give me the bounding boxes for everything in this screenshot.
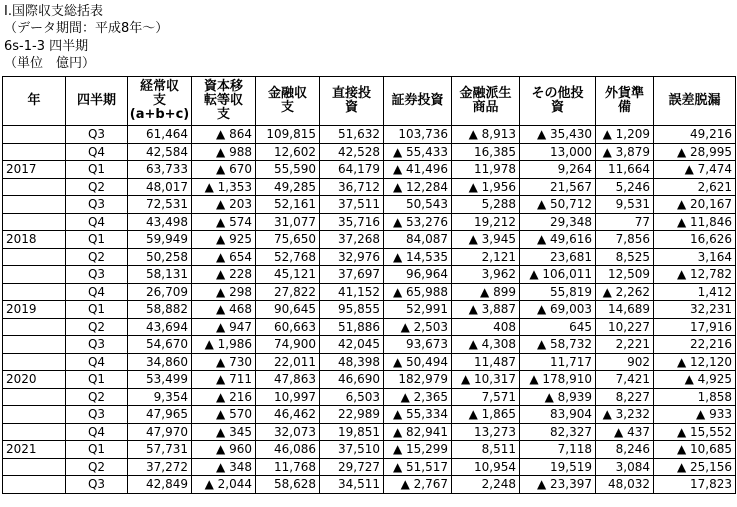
- value-cell: ▲ 2,044: [192, 476, 256, 494]
- value-cell: 43,694: [128, 318, 192, 336]
- value-cell: ▲ 2,262: [596, 283, 654, 301]
- year-cell: [3, 423, 66, 441]
- table-row: [3, 126, 736, 144]
- value-cell: ▲ 15,552: [654, 423, 736, 441]
- value-cell: 46,462: [256, 406, 320, 424]
- value-cell: ▲ 3,887: [452, 301, 520, 319]
- value-cell: ▲ 348: [192, 458, 256, 476]
- value-cell: 8,227: [596, 388, 654, 406]
- value-cell: ▲ 216: [192, 388, 256, 406]
- value-cell: ▲ 203: [192, 196, 256, 214]
- value-cell: ▲ 12,284: [384, 178, 452, 196]
- value-cell: ▲ 468: [192, 301, 256, 319]
- value-cell: 3,962: [452, 266, 520, 284]
- value-cell: 48,017: [128, 178, 192, 196]
- table-row: [3, 353, 736, 371]
- value-cell: 7,118: [520, 441, 596, 459]
- quarter-cell: Q1: [66, 231, 128, 249]
- quarter-cell: Q4: [66, 283, 128, 301]
- value-cell: 59,949: [128, 231, 192, 249]
- value-cell: ▲ 4,925: [654, 371, 736, 389]
- table-row: [3, 441, 736, 459]
- column-header: 資本移 転等収 支: [192, 77, 256, 126]
- column-header: 誤差脱漏: [654, 77, 736, 126]
- column-header: 年: [3, 77, 66, 126]
- value-cell: 32,231: [654, 301, 736, 319]
- value-cell: 11,487: [452, 353, 520, 371]
- value-cell: ▲ 228: [192, 266, 256, 284]
- value-cell: 17,916: [654, 318, 736, 336]
- value-cell: 109,815: [256, 126, 320, 144]
- value-cell: 8,511: [452, 441, 520, 459]
- value-cell: 83,904: [520, 406, 596, 424]
- value-cell: 7,856: [596, 231, 654, 249]
- value-cell: 31,077: [256, 213, 320, 231]
- unit-label: （単位 億円）: [4, 56, 96, 71]
- value-cell: ▲ 933: [654, 406, 736, 424]
- value-cell: 54,670: [128, 336, 192, 354]
- value-cell: 55,590: [256, 161, 320, 179]
- year-cell: 2021: [3, 441, 66, 459]
- value-cell: 3,164: [654, 248, 736, 266]
- column-header: 金融収 支: [256, 77, 320, 126]
- column-header: 経常収 支 (a+b+c): [128, 77, 192, 126]
- value-cell: 50,258: [128, 248, 192, 266]
- value-cell: ▲ 3,945: [452, 231, 520, 249]
- value-cell: 103,736: [384, 126, 452, 144]
- value-cell: 43,498: [128, 213, 192, 231]
- year-cell: [3, 196, 66, 214]
- value-cell: 48,032: [596, 476, 654, 494]
- value-cell: ▲ 55,334: [384, 406, 452, 424]
- value-cell: 55,819: [520, 283, 596, 301]
- column-header: 四半期: [66, 77, 128, 126]
- value-cell: 46,690: [320, 371, 384, 389]
- value-cell: ▲ 58,732: [520, 336, 596, 354]
- value-cell: ▲ 28,995: [654, 143, 736, 161]
- value-cell: ▲ 899: [452, 283, 520, 301]
- value-cell: ▲ 3,232: [596, 406, 654, 424]
- value-cell: ▲ 345: [192, 423, 256, 441]
- value-cell: 9,531: [596, 196, 654, 214]
- quarter-cell: Q2: [66, 388, 128, 406]
- table-row: [3, 213, 736, 231]
- year-cell: 2019: [3, 301, 66, 319]
- value-cell: ▲ 55,433: [384, 143, 452, 161]
- value-cell: ▲ 15,299: [384, 441, 452, 459]
- value-cell: 13,273: [452, 423, 520, 441]
- value-cell: 37,511: [320, 196, 384, 214]
- value-cell: 37,510: [320, 441, 384, 459]
- value-cell: ▲ 12,782: [654, 266, 736, 284]
- value-cell: 74,900: [256, 336, 320, 354]
- value-cell: ▲ 10,317: [452, 371, 520, 389]
- value-cell: 16,385: [452, 143, 520, 161]
- value-cell: ▲ 65,988: [384, 283, 452, 301]
- value-cell: 10,954: [452, 458, 520, 476]
- value-cell: ▲ 2,503: [384, 318, 452, 336]
- column-header: その他投 資: [520, 77, 596, 126]
- quarter-cell: Q4: [66, 143, 128, 161]
- value-cell: ▲ 1,209: [596, 126, 654, 144]
- table-row: [3, 178, 736, 196]
- year-cell: [3, 126, 66, 144]
- column-header: 外貨準 備: [596, 77, 654, 126]
- quarter-cell: Q1: [66, 161, 128, 179]
- value-cell: ▲ 41,496: [384, 161, 452, 179]
- value-cell: 19,212: [452, 213, 520, 231]
- value-cell: ▲ 23,397: [520, 476, 596, 494]
- value-cell: 52,991: [384, 301, 452, 319]
- year-cell: [3, 213, 66, 231]
- balance-of-payments-table: [2, 76, 736, 494]
- value-cell: 26,709: [128, 283, 192, 301]
- value-cell: 2,621: [654, 178, 736, 196]
- value-cell: 61,464: [128, 126, 192, 144]
- year-cell: 2020: [3, 371, 66, 389]
- table-row: [3, 231, 736, 249]
- quarter-cell: Q3: [66, 266, 128, 284]
- value-cell: ▲ 8,939: [520, 388, 596, 406]
- value-cell: ▲ 12,120: [654, 353, 736, 371]
- value-cell: 11,664: [596, 161, 654, 179]
- value-cell: 50,543: [384, 196, 452, 214]
- year-cell: [3, 458, 66, 476]
- value-cell: 19,851: [320, 423, 384, 441]
- value-cell: 52,768: [256, 248, 320, 266]
- table-row: [3, 318, 736, 336]
- value-cell: 408: [452, 318, 520, 336]
- value-cell: ▲ 1,865: [452, 406, 520, 424]
- value-cell: 12,602: [256, 143, 320, 161]
- table-row: [3, 283, 736, 301]
- table-row: [3, 458, 736, 476]
- table-row: [3, 143, 736, 161]
- table-row: [3, 161, 736, 179]
- value-cell: ▲ 25,156: [654, 458, 736, 476]
- value-cell: 21,567: [520, 178, 596, 196]
- value-cell: ▲ 1,986: [192, 336, 256, 354]
- value-cell: 13,000: [520, 143, 596, 161]
- quarter-cell: Q4: [66, 353, 128, 371]
- value-cell: 32,976: [320, 248, 384, 266]
- value-cell: 22,011: [256, 353, 320, 371]
- value-cell: 3,084: [596, 458, 654, 476]
- value-cell: ▲ 654: [192, 248, 256, 266]
- table-row: [3, 196, 736, 214]
- value-cell: 19,519: [520, 458, 596, 476]
- quarter-cell: Q1: [66, 301, 128, 319]
- value-cell: ▲ 82,941: [384, 423, 452, 441]
- value-cell: 53,499: [128, 371, 192, 389]
- value-cell: 34,860: [128, 353, 192, 371]
- value-cell: 1,412: [654, 283, 736, 301]
- value-cell: ▲ 8,913: [452, 126, 520, 144]
- data-period: （データ期間：平成8年～）: [4, 21, 169, 36]
- value-cell: 32,073: [256, 423, 320, 441]
- value-cell: 64,179: [320, 161, 384, 179]
- value-cell: 41,152: [320, 283, 384, 301]
- value-cell: 90,645: [256, 301, 320, 319]
- value-cell: 16,626: [654, 231, 736, 249]
- value-cell: 22,216: [654, 336, 736, 354]
- value-cell: ▲ 925: [192, 231, 256, 249]
- value-cell: 2,248: [452, 476, 520, 494]
- value-cell: 45,121: [256, 266, 320, 284]
- value-cell: 14,689: [596, 301, 654, 319]
- value-cell: 1,858: [654, 388, 736, 406]
- value-cell: ▲ 20,167: [654, 196, 736, 214]
- quarter-cell: Q3: [66, 406, 128, 424]
- header-row: [3, 77, 736, 126]
- value-cell: 12,509: [596, 266, 654, 284]
- value-cell: ▲ 11,846: [654, 213, 736, 231]
- value-cell: 9,264: [520, 161, 596, 179]
- value-cell: 82,327: [520, 423, 596, 441]
- value-cell: ▲ 298: [192, 283, 256, 301]
- value-cell: ▲ 711: [192, 371, 256, 389]
- value-cell: ▲ 50,712: [520, 196, 596, 214]
- value-cell: 35,716: [320, 213, 384, 231]
- value-cell: 52,161: [256, 196, 320, 214]
- quarter-cell: Q1: [66, 371, 128, 389]
- quarter-cell: Q4: [66, 423, 128, 441]
- value-cell: 58,882: [128, 301, 192, 319]
- value-cell: ▲ 14,535: [384, 248, 452, 266]
- value-cell: ▲ 864: [192, 126, 256, 144]
- value-cell: 42,045: [320, 336, 384, 354]
- value-cell: 51,886: [320, 318, 384, 336]
- value-cell: 37,272: [128, 458, 192, 476]
- value-cell: 6,503: [320, 388, 384, 406]
- value-cell: 47,965: [128, 406, 192, 424]
- value-cell: 27,822: [256, 283, 320, 301]
- table-row: [3, 301, 736, 319]
- table-row: [3, 388, 736, 406]
- table-row: [3, 371, 736, 389]
- value-cell: 42,528: [320, 143, 384, 161]
- value-cell: 34,511: [320, 476, 384, 494]
- value-cell: ▲ 988: [192, 143, 256, 161]
- year-cell: 2018: [3, 231, 66, 249]
- value-cell: 60,663: [256, 318, 320, 336]
- value-cell: ▲ 106,011: [520, 266, 596, 284]
- value-cell: 37,268: [320, 231, 384, 249]
- value-cell: 63,733: [128, 161, 192, 179]
- value-cell: 51,632: [320, 126, 384, 144]
- value-cell: 72,531: [128, 196, 192, 214]
- value-cell: 17,823: [654, 476, 736, 494]
- value-cell: 9,354: [128, 388, 192, 406]
- value-cell: ▲ 178,910: [520, 371, 596, 389]
- value-cell: 23,681: [520, 248, 596, 266]
- value-cell: 2,221: [596, 336, 654, 354]
- value-cell: 93,673: [384, 336, 452, 354]
- year-cell: [3, 353, 66, 371]
- quarter-cell: Q3: [66, 476, 128, 494]
- value-cell: 36,712: [320, 178, 384, 196]
- value-cell: 42,849: [128, 476, 192, 494]
- table-row: [3, 423, 736, 441]
- value-cell: ▲ 1,956: [452, 178, 520, 196]
- value-cell: 7,421: [596, 371, 654, 389]
- quarter-cell: Q2: [66, 318, 128, 336]
- year-cell: [3, 248, 66, 266]
- year-cell: [3, 406, 66, 424]
- quarter-cell: Q2: [66, 248, 128, 266]
- year-cell: [3, 266, 66, 284]
- value-cell: ▲ 574: [192, 213, 256, 231]
- value-cell: 77: [596, 213, 654, 231]
- value-cell: 7,571: [452, 388, 520, 406]
- value-cell: 902: [596, 353, 654, 371]
- column-header: 証券投資: [384, 77, 452, 126]
- year-cell: 2017: [3, 161, 66, 179]
- quarter-cell: Q2: [66, 178, 128, 196]
- value-cell: 95,855: [320, 301, 384, 319]
- value-cell: 75,650: [256, 231, 320, 249]
- table-row: [3, 476, 736, 494]
- value-cell: ▲ 3,879: [596, 143, 654, 161]
- value-cell: 46,086: [256, 441, 320, 459]
- value-cell: 5,246: [596, 178, 654, 196]
- value-cell: 42,584: [128, 143, 192, 161]
- year-cell: [3, 336, 66, 354]
- value-cell: 182,979: [384, 371, 452, 389]
- value-cell: ▲ 7,474: [654, 161, 736, 179]
- value-cell: ▲ 53,276: [384, 213, 452, 231]
- value-cell: 8,246: [596, 441, 654, 459]
- table-row: [3, 248, 736, 266]
- value-cell: 57,731: [128, 441, 192, 459]
- value-cell: ▲ 670: [192, 161, 256, 179]
- table-id: 6s-1-3 四半期: [4, 39, 89, 54]
- value-cell: ▲ 570: [192, 406, 256, 424]
- value-cell: 11,768: [256, 458, 320, 476]
- value-cell: ▲ 51,517: [384, 458, 452, 476]
- table-row: [3, 336, 736, 354]
- value-cell: 10,997: [256, 388, 320, 406]
- value-cell: 47,863: [256, 371, 320, 389]
- year-cell: [3, 283, 66, 301]
- value-cell: 5,288: [452, 196, 520, 214]
- value-cell: ▲ 69,003: [520, 301, 596, 319]
- table-row: [3, 406, 736, 424]
- value-cell: ▲ 730: [192, 353, 256, 371]
- value-cell: 49,216: [654, 126, 736, 144]
- quarter-cell: Q3: [66, 126, 128, 144]
- quarter-cell: Q2: [66, 458, 128, 476]
- value-cell: 58,628: [256, 476, 320, 494]
- year-cell: [3, 178, 66, 196]
- value-cell: ▲ 437: [596, 423, 654, 441]
- value-cell: 37,697: [320, 266, 384, 284]
- quarter-cell: Q3: [66, 196, 128, 214]
- value-cell: ▲ 49,616: [520, 231, 596, 249]
- value-cell: ▲ 960: [192, 441, 256, 459]
- table-row: [3, 266, 736, 284]
- value-cell: 49,285: [256, 178, 320, 196]
- value-cell: 10,227: [596, 318, 654, 336]
- value-cell: 84,087: [384, 231, 452, 249]
- value-cell: 645: [520, 318, 596, 336]
- value-cell: 11,978: [452, 161, 520, 179]
- value-cell: 8,525: [596, 248, 654, 266]
- value-cell: ▲ 50,494: [384, 353, 452, 371]
- value-cell: 48,398: [320, 353, 384, 371]
- year-cell: [3, 388, 66, 406]
- value-cell: 29,348: [520, 213, 596, 231]
- table-body: [3, 126, 736, 494]
- value-cell: 96,964: [384, 266, 452, 284]
- value-cell: 2,121: [452, 248, 520, 266]
- quarter-cell: Q1: [66, 441, 128, 459]
- value-cell: ▲ 1,353: [192, 178, 256, 196]
- sheet-title: Ⅰ.国際収支総括表: [4, 4, 103, 19]
- value-cell: 22,989: [320, 406, 384, 424]
- quarter-cell: Q3: [66, 336, 128, 354]
- value-cell: ▲ 947: [192, 318, 256, 336]
- value-cell: ▲ 35,430: [520, 126, 596, 144]
- value-cell: ▲ 2,767: [384, 476, 452, 494]
- value-cell: 11,717: [520, 353, 596, 371]
- value-cell: ▲ 10,685: [654, 441, 736, 459]
- value-cell: ▲ 2,365: [384, 388, 452, 406]
- column-header: 直接投 資: [320, 77, 384, 126]
- quarter-cell: Q4: [66, 213, 128, 231]
- value-cell: ▲ 4,308: [452, 336, 520, 354]
- value-cell: 29,727: [320, 458, 384, 476]
- value-cell: 47,970: [128, 423, 192, 441]
- year-cell: [3, 476, 66, 494]
- value-cell: 58,131: [128, 266, 192, 284]
- column-header: 金融派生 商品: [452, 77, 520, 126]
- year-cell: [3, 143, 66, 161]
- year-cell: [3, 318, 66, 336]
